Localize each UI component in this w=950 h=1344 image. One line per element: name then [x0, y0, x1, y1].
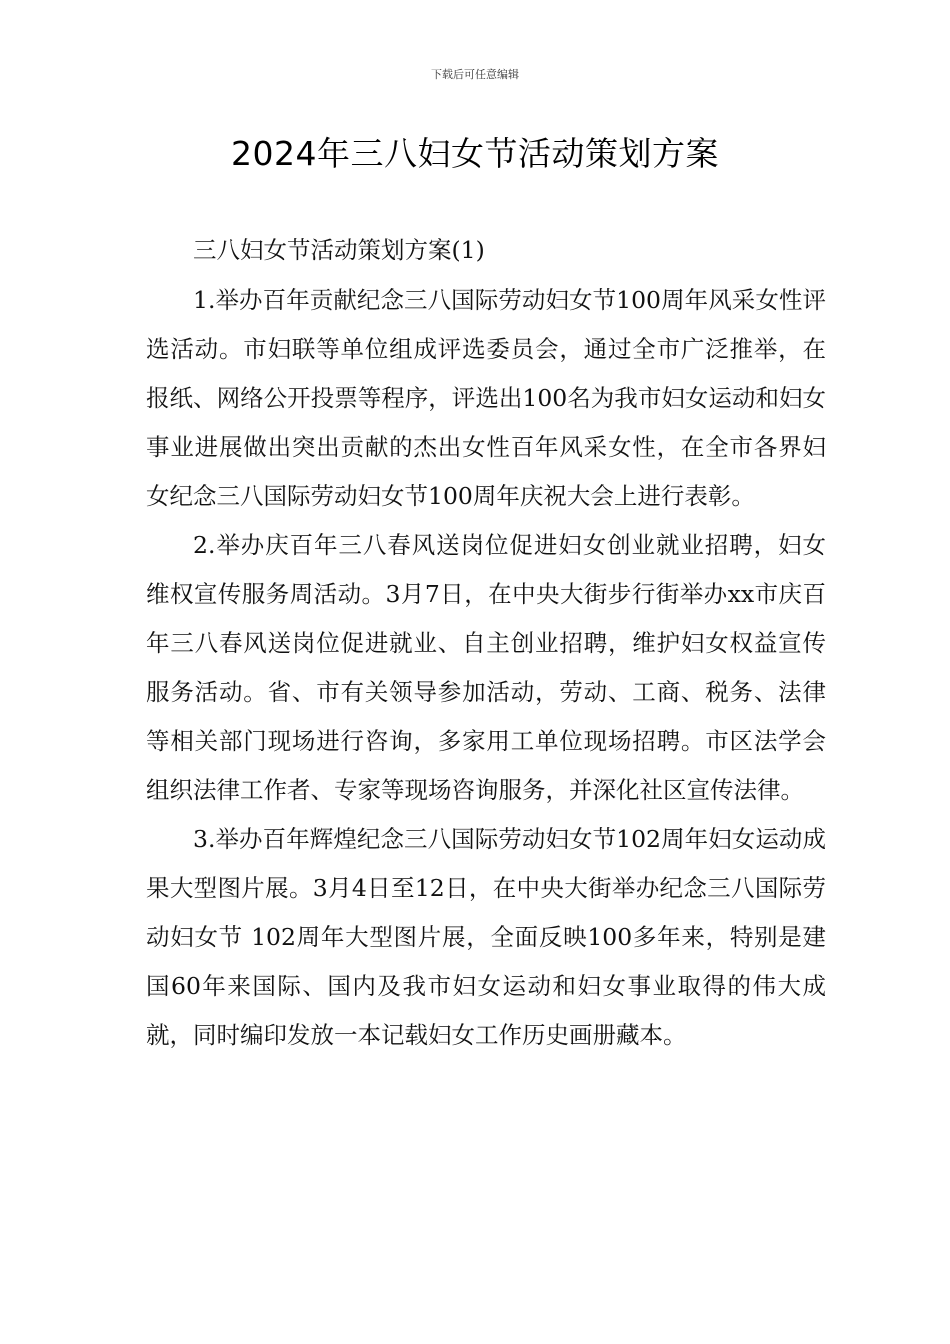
section-heading: 三八妇女节活动策划方案(1): [193, 236, 485, 264]
paragraph-1: 1.举办百年贡献纪念三八国际劳动妇女节100周年风采女性评选活动。市妇联等单位组成评选委员会，通过全市广泛推举，在报纸、网络公开投票等程序，评选出100名为我市妇女运动和妇女事业进展做出突出贡献的杰出女性百年风采女性，在全市各界妇女纪念三八国际劳动妇女节100周年庆祝大会上进行表彰。: [146, 286, 826, 510]
document-title: 2024年三八妇女节活动策划方案: [231, 134, 719, 173]
document-body: [146, 226, 826, 1060]
paragraph-3: 3.举办百年辉煌纪念三八国际劳动妇女节102周年妇女运动成果大型图片展。3月4日至12日，在中央大街举办纪念三八国际劳动妇女节 102周年大型图片展，全面反映100多年来，特别是建国60年来国际、国内及我市妇女运动和妇女事业取得的伟大成就，同时编印发放一本记载妇女工作历史画册藏本。: [146, 825, 826, 1049]
paragraph-2: 2.举办庆百年三八春风送岗位促进妇女创业就业招聘，妇女维权宣传服务周活动。3月7日，在中央大街步行街举办xx市庆百年三八春风送岗位促进就业、自主创业招聘，维护妇女权益宣传服务活动。省、市有关领导参加活动，劳动、工商、税务、法律等相关部门现场进行咨询，多家用工单位现场招聘。市区法学会组织法律工作者、专家等现场咨询服务，并深化社区宣传法律。: [146, 531, 826, 804]
header-note: 下载后可任意编辑: [431, 68, 519, 81]
